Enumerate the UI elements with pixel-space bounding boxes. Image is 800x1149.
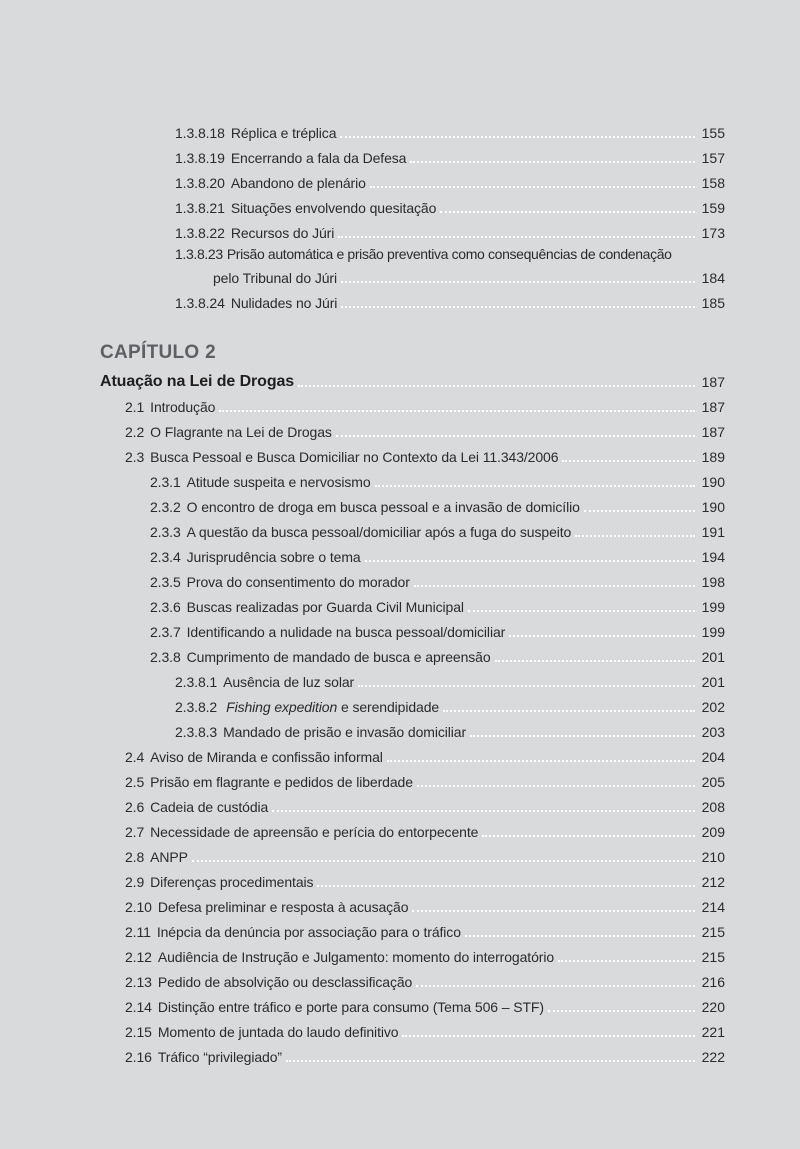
entry-title: Diferenças procedimentais [150,874,314,890]
page-number: 189 [701,449,725,465]
entry-title: Tráfico “privilegiado” [157,1049,282,1065]
entry-number: 2.6 [125,799,145,815]
toc-entry[interactable] [175,120,725,142]
entry-title: Necessidade de apreensão e perícia do entorpecente [150,824,479,840]
entry-title: Identificando a nulidade na busca pessoal/domiciliar [186,624,506,640]
page-number: 158 [701,175,725,191]
page-number: 204 [701,749,725,765]
page-number: 220 [701,999,725,1015]
toc-entry[interactable] [125,794,725,816]
entry-number: 2.3.7 [150,624,181,640]
dot-leader [440,211,695,213]
page-number: 190 [701,499,725,515]
entry-number: 2.3.2 [150,499,181,515]
entry-number: 2.5 [125,774,145,790]
entry-number: 2.10 [125,899,152,915]
dot-leader [509,635,695,637]
toc-entry[interactable] [175,669,725,691]
dot-leader [417,785,695,787]
entry-number: 2.2 [125,424,145,440]
entry-title-italic: Fishing expedition [226,699,338,715]
toc-entry[interactable] [125,919,725,941]
entry-title: O Flagrante na Lei de Drogas [150,424,332,440]
page-number: 210 [701,849,725,865]
entry-title: Cadeia de custódia [150,799,269,815]
page-number: 184 [701,270,725,286]
page-number: 203 [701,724,725,740]
entry-number: 2.3.6 [150,599,181,615]
toc-entry[interactable] [175,719,725,741]
dot-leader [272,810,695,812]
entry-number: 1.3.8.20 [175,175,225,191]
entry-title: Pedido de absolvição ou desclassificação [157,974,413,990]
toc-entry[interactable] [150,569,725,591]
dot-leader [558,960,695,962]
toc-entry[interactable] [125,944,725,966]
toc-entry[interactable] [125,769,725,791]
entry-title: Encerrando a fala da Defesa [230,150,407,166]
entry-title-rest: e serendipidade [337,699,440,715]
entry-number: 2.3.8.2 [175,699,218,715]
entry-number: 1.3.8.18 [175,125,225,141]
toc-entry[interactable] [175,170,725,192]
chapter-title-entry[interactable] [100,369,725,391]
entry-number: 2.11 [125,924,151,940]
toc-entry[interactable] [125,1044,725,1066]
dot-leader [341,306,695,308]
dot-leader [317,885,695,887]
entry-number: 1.3.8.24 [175,295,225,311]
page-number: 187 [701,374,725,390]
entry-title: Audiência de Instrução e Julgamento: momento do interrogatório [157,949,555,965]
page-number: 201 [701,649,725,665]
toc-entry[interactable] [125,394,725,416]
entry-title-line2: pelo Tribunal do Júri [213,270,337,286]
entry-number: 2.3.8.3 [175,724,218,740]
toc-entry-wrapped-second-line[interactable] [213,265,725,287]
entry-title: Distinção entre tráfico e porte para consumo (Tema 506 – STF) [157,999,544,1015]
entry-number: 2.4 [125,749,145,765]
dot-leader [338,236,695,238]
page-number: 208 [701,799,725,815]
dot-leader [495,660,695,662]
entry-number: 1.3.8.21 [175,200,225,216]
entry-title: Situações envolvendo quesitação [230,200,437,216]
page-number: 187 [701,399,725,415]
entry-number: 2.16 [125,1049,152,1065]
entry-number: 2.12 [125,949,152,965]
chapter-number-heading: CAPÍTULO 2 [100,342,216,363]
page-number: 185 [701,295,725,311]
page-number: 198 [701,574,725,590]
dot-leader [412,910,695,912]
dot-leader [402,1035,695,1037]
entry-number: 2.13 [125,974,152,990]
toc-entry[interactable] [150,644,725,666]
entry-title: Nulidades no Júri [230,295,338,311]
toc-entry[interactable] [150,519,725,541]
page-number: 222 [701,1049,725,1065]
entry-number: 2.3 [125,449,145,465]
dot-leader [370,186,695,188]
page-number: 215 [701,924,725,940]
entry-number: 2.1 [125,399,145,415]
page-number: 173 [701,225,725,241]
dot-leader [443,710,695,712]
entry-title: Ausência de luz solar [223,674,355,690]
page-number: 155 [701,125,725,141]
entry-title: Buscas realizadas por Guarda Civil Municipal [186,599,464,615]
dot-leader [575,535,695,537]
entry-title: Prisão em flagrante e pedidos de liberdade [150,774,413,790]
entry-number: 2.14 [125,999,152,1015]
chapter-title: Atuação na Lei de Drogas [100,373,295,390]
toc-entry[interactable] [150,494,725,516]
dot-leader [298,385,695,387]
entry-number: 2.3.3 [150,524,181,540]
toc-entry[interactable] [125,894,725,916]
entry-number: 2.7 [125,824,145,840]
dot-leader [219,410,695,412]
dot-leader [375,485,695,487]
entry-number: 1.3.8.23 [175,246,223,262]
toc-entry[interactable] [175,145,725,167]
page-number: 209 [701,824,725,840]
page-number: 214 [701,899,725,915]
toc-entry[interactable] [125,1019,725,1041]
entry-number: 2.3.5 [150,574,181,590]
toc-entry[interactable] [125,744,725,766]
entry-number: 2.8 [125,849,145,865]
dot-leader [584,510,695,512]
toc-entry[interactable] [175,220,725,242]
dot-leader [286,1060,695,1062]
dot-leader [410,161,695,163]
entry-title: Cumprimento de mandado de busca e apreensão [186,649,491,665]
dot-leader [465,935,695,937]
entry-number: 2.3.8 [150,649,181,665]
toc-entry[interactable] [150,469,725,491]
page-number: 221 [701,1024,725,1040]
dot-leader [416,985,695,987]
dot-leader [482,835,695,837]
toc-entry[interactable] [125,819,725,841]
entry-title: O encontro de droga em busca pessoal e a invasão de domicílio [186,499,580,515]
entry-number: 2.15 [125,1024,152,1040]
entry-title: ANPP [150,849,188,865]
dot-leader [387,760,695,762]
toc-entry[interactable] [125,969,725,991]
page-number: 159 [701,200,725,216]
page-number: 191 [701,524,725,540]
entry-number: 1.3.8.19 [175,150,225,166]
toc-entry[interactable] [175,290,725,312]
dot-leader [192,860,695,862]
entry-title: Mandado de prisão e invasão domiciliar [223,724,467,740]
dot-leader [336,435,695,437]
entry-title: Defesa preliminar e resposta à acusação [157,899,409,915]
entry-number: 2.3.8.1 [175,674,218,690]
entry-title: Jurisprudência sobre o tema [186,549,361,565]
toc-entry[interactable] [150,594,725,616]
dot-leader [548,1010,695,1012]
toc-entry[interactable] [125,444,725,466]
page-number: 201 [701,674,725,690]
entry-number: 2.3.4 [150,549,181,565]
entry-title: Busca Pessoal e Busca Domiciliar no Contexto da Lei 11.343/2006 [150,449,559,465]
toc-entry[interactable] [125,994,725,1016]
dot-leader [340,136,695,138]
dot-leader [341,281,695,283]
page-number: 205 [701,774,725,790]
page-number: 199 [701,624,725,640]
entry-title: Momento de juntada do laudo definitivo [157,1024,399,1040]
toc-entry[interactable] [150,544,725,566]
entry-number: 2.3.1 [150,474,181,490]
entry-title: Réplica e tréplica [230,125,337,141]
toc-entry-wrapped-first-line[interactable] [175,245,672,263]
page-number: 216 [701,974,725,990]
entry-title: Abandono de plenário [230,175,366,191]
toc-entry[interactable] [125,844,725,866]
page-number: 187 [701,424,725,440]
page-number: 190 [701,474,725,490]
entry-title: Introdução [150,399,216,415]
dot-leader [358,685,695,687]
page-number: 194 [701,549,725,565]
page-number: 202 [701,699,725,715]
entry-number: 1.3.8.22 [175,225,225,241]
entry-title: A questão da busca pessoal/domiciliar após a fuga do suspeito [186,524,572,540]
toc-entry[interactable] [175,195,725,217]
page-number: 199 [701,599,725,615]
dot-leader [468,610,695,612]
dot-leader [470,735,695,737]
entry-title: Inépcia da denúncia por associação para o tráfico [156,924,461,940]
page-number: 212 [701,874,725,890]
page-number: 157 [701,150,725,166]
dot-leader [365,560,695,562]
dot-leader [414,585,695,587]
toc-entry[interactable] [175,694,725,716]
entry-title: Prova do consentimento do morador [186,574,410,590]
toc-entry[interactable] [125,869,725,891]
entry-title: Aviso de Miranda e confissão informal [150,749,383,765]
entry-title: Recursos do Júri [230,225,335,241]
entry-title: Atitude suspeita e nervosismo [186,474,371,490]
toc-entry[interactable] [150,619,725,641]
page-number: 215 [701,949,725,965]
toc-entry[interactable] [125,419,725,441]
dot-leader [562,460,695,462]
entry-number: 2.9 [125,874,145,890]
entry-title-line1: Prisão automática e prisão preventiva como consequências de condenação [226,246,672,262]
